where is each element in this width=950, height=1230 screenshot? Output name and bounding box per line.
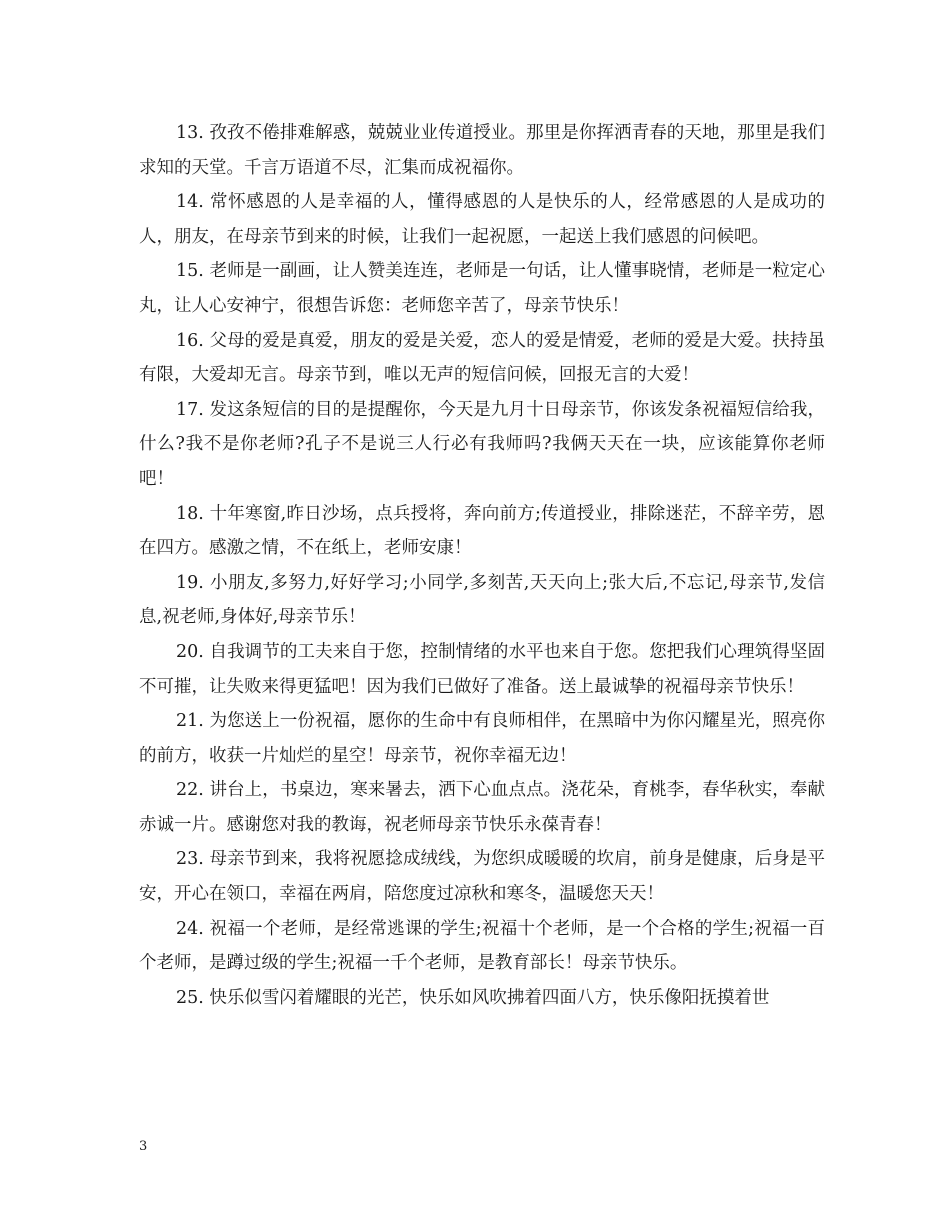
paragraph-14: 14. 常怀感恩的人是幸福的人，懂得感恩的人是快乐的人，经常感恩的人是成功的人，朋友，在母亲节到来的时候，让我们一起祝愿，一起送上我们感恩的问候吧。	[139, 192, 825, 247]
paragraph-21: 21. 为您送上一份祝福，愿你的生命中有良师相伴，在黑暗中为你闪耀星光，照亮你的前方，收获一片灿烂的星空！母亲节，祝你幸福无边！	[139, 711, 825, 766]
paragraph-24: 24. 祝福一个老师，是经常逃课的学生;祝福十个老师，是一个合格的学生;祝福一百个老师，是蹲过级的学生;祝福一千个老师，是教育部长！母亲节快乐。	[139, 918, 825, 974]
paragraph-17: 17. 发这条短信的目的是提醒你，今天是九月十日母亲节，你该发条祝福短信给我，什么?我不是你老师?孔子不是说三人行必有我师吗?我俩天天在一块，应该能算你老师吧！	[139, 399, 825, 489]
paragraph-20: 20. 自我调节的工夫来自于您，控制情绪的水平也来自于您。您把我们心理筑得坚固不可摧，让失败来得更猛吧！因为我们已做好了准备。送上最诚挚的祝福母亲节快乐！	[139, 641, 825, 697]
document-body	[139, 116, 825, 1015]
paragraph-16: 16. 父母的爱是真爱，朋友的爱是关爱，恋人的爱是情爱，老师的爱是大爱。扶持虽有限，大爱却无言。母亲节到，唯以无声的短信问候，回报无言的大爱！	[139, 330, 825, 386]
paragraph-18: 18. 十年寒窗,昨日沙场，点兵授将，奔向前方;传道授业，排除迷茫，不辞辛劳，恩在四方。感激之情，不在纸上，老师安康！	[139, 503, 825, 559]
page-number: 3	[139, 1139, 148, 1154]
paragraph-22: 22. 讲台上，书桌边，寒来暑去，洒下心血点点。浇花朵，育桃李，春华秋实，奉献赤诚一片。感谢您对我的教诲，祝老师母亲节快乐永葆青春！	[139, 780, 825, 835]
paragraph-13: 13. 孜孜不倦排难解惑，兢兢业业传道授业。那里是你挥洒青春的天地，那里是我们求知的天堂。千言万语道不尽，汇集而成祝福你。	[139, 123, 825, 178]
paragraph-25: 25. 快乐似雪闪着耀眼的光芒，快乐如风吹拂着四面八方，快乐像阳抚摸着世	[176, 987, 770, 1008]
paragraph-19: 19. 小朋友,多努力,好好学习;小同学,多刻苦,天天向上;张大后,不忘记,母亲节,发信息,祝老师,身体好,母亲节乐！	[139, 572, 825, 628]
paragraph-23: 23. 母亲节到来，我将祝愿捻成绒线，为您织成暖暖的坎肩，前身是健康，后身是平安，开心在领口，幸福在两肩，陪您度过凉秋和寒冬，温暖您天天！	[139, 849, 825, 905]
paragraph-15: 15. 老师是一副画，让人赞美连连，老师是一句话，让人懂事晓情，老师是一粒定心丸，让人心安神宁，很想告诉您：老师您辛苦了，母亲节快乐！	[139, 261, 825, 316]
